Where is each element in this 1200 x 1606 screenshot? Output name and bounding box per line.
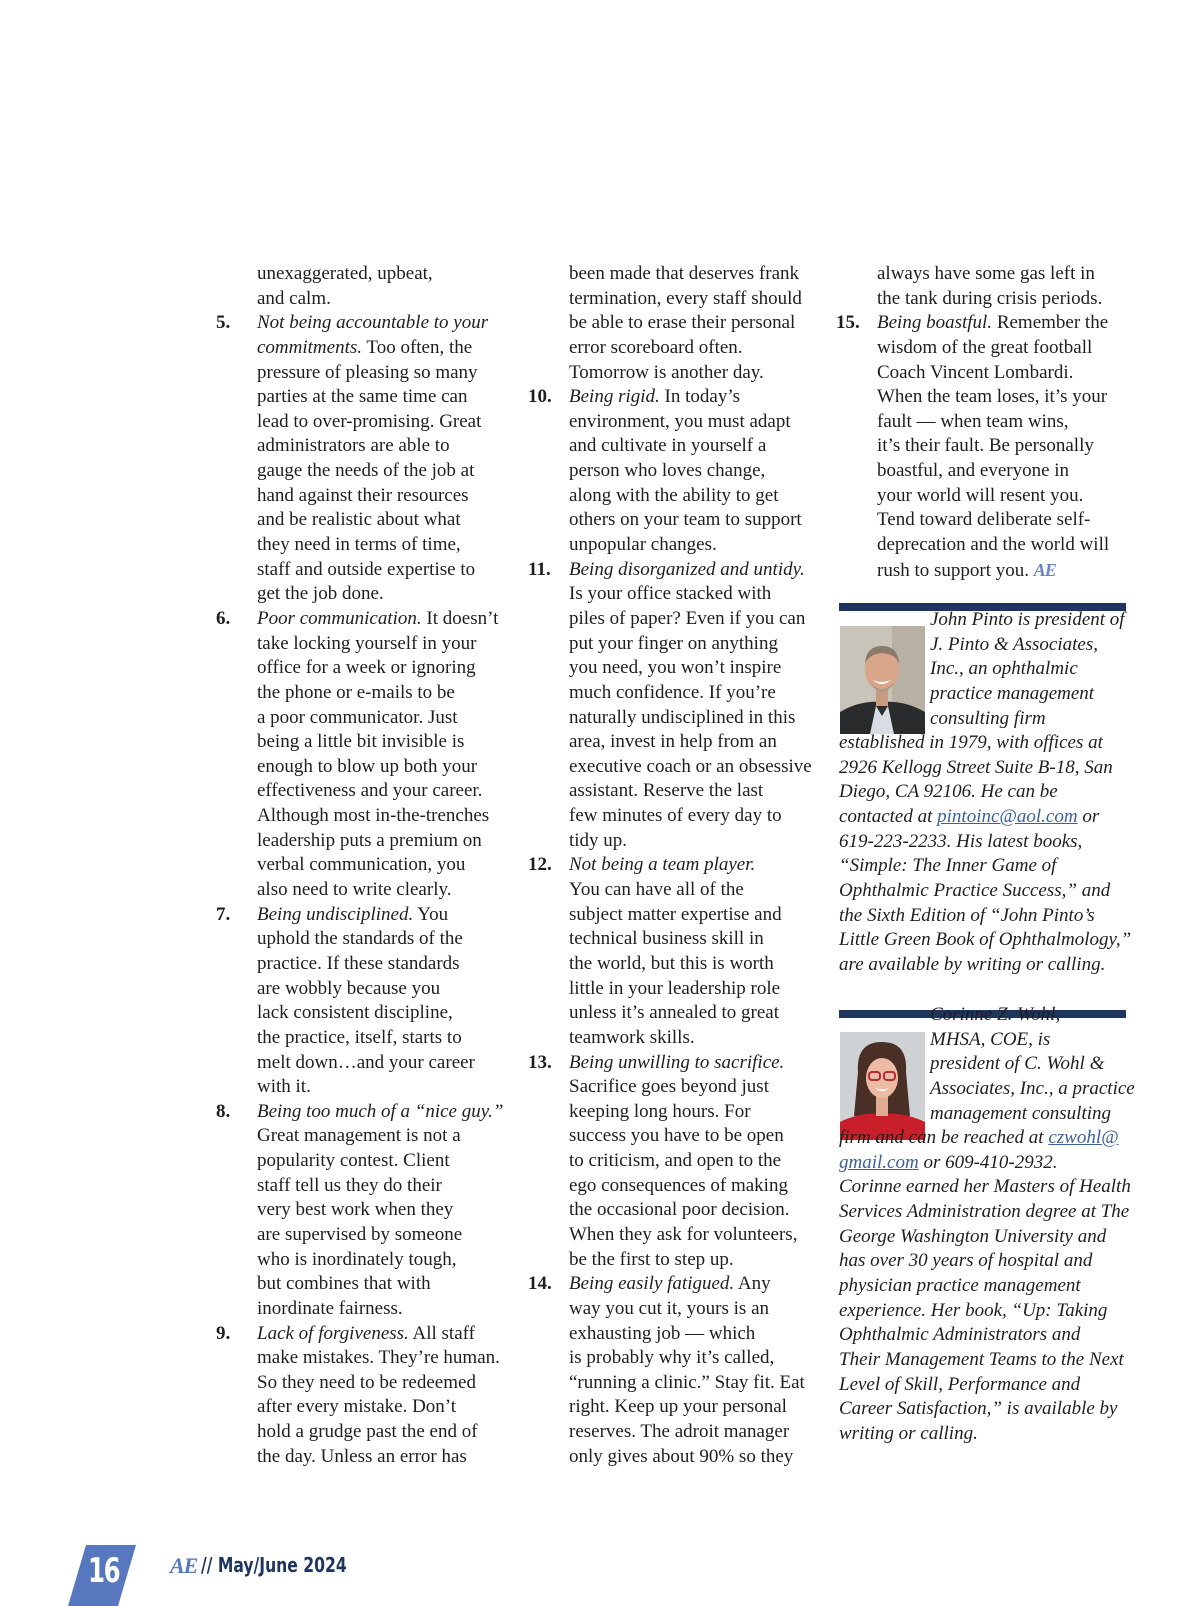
text-line: verbal communication, you [257,854,466,876]
text-line: piles of paper? Even if you can [569,607,806,629]
text-line: Tomorrow is another day. [569,361,764,383]
text-line: way you cut it, yours is an [569,1297,770,1319]
bio-line: George Washington University and [839,1225,1107,1247]
text-line: after every mistake. Don’t [257,1396,457,1418]
text-line: lead to over-promising. Great [257,410,482,432]
text-line: unless it’s annealed to great [569,1002,779,1024]
text-line: technical business skill in [569,928,764,950]
bio-text: or 609-410-2932. [918,1151,1058,1173]
author-bio-corinne-wohl [839,1003,1139,1447]
text-line: It doesn’t [421,607,499,629]
text-line: When they ask for volunteers, [569,1223,798,1245]
bio-text: firm and can be reached at [839,1127,1049,1149]
text-line: others on your team to support [569,509,802,531]
text-line: they need in terms of time, [257,534,461,556]
bio-line: consulting firm [930,707,1046,729]
text-line: hand against their resources [257,484,469,506]
bio-line: president of C. Wohl & [930,1053,1105,1075]
item-title: Lack of forgiveness. [257,1322,409,1344]
text-line: termination, every staff should [569,287,802,309]
text-line: only gives about 90% so they [569,1445,794,1467]
text-line: inordinate fairness. [257,1297,403,1319]
bio-line: 2926 Kellogg Street Suite B-18, San [839,756,1113,778]
text-line: your world will resent you. [877,484,1084,506]
text-line: ego consequences of making [569,1174,788,1196]
item-number: 14. [528,1273,552,1295]
item-title: Being undisciplined. [257,903,414,925]
item-number: 9. [216,1322,231,1344]
bio-line: Inc., an ophthalmic [930,658,1078,680]
bio-line: are available by writing or calling. [839,953,1106,975]
item-title: Being rigid. [569,386,660,408]
text-line: you need, you won’t inspire [569,657,782,679]
email-link-pinto[interactable]: pintoinc@aol.com [937,806,1078,828]
column-3 [836,262,1136,582]
bio-line: MHSA, COE, is [930,1028,1051,1050]
issue-date: // May/June 2024 [201,1553,347,1577]
text-line: is probably why it’s called, [569,1347,775,1369]
item-number: 15. [836,312,860,334]
list-item-10 [528,385,824,557]
text-line: error scoreboard often. [569,336,743,358]
bio-line: Level of Skill, Performance and [839,1373,1081,1395]
text-line: Remember the [992,312,1109,334]
item-title: Not being a team player. [569,854,756,876]
text-line: Great management is not a [257,1125,461,1147]
bio-line: Corinne earned her Masters of Health [839,1176,1131,1198]
text-line: and be realistic about what [257,509,461,531]
text-line: who is inordinately tough, [257,1248,457,1270]
text-line: enough to blow up both your [257,755,478,777]
text-line: unpopular changes. [569,534,717,556]
bio-line: Career Satisfaction,” is available by [839,1398,1118,1420]
text-line: Sacrifice goes beyond just [569,1076,769,1098]
column-1 [216,262,506,1469]
text-line: In today’s [659,386,740,408]
text-line: lack consistent discipline, [257,1002,453,1024]
text-line: being a little bit invisible is [257,731,465,753]
bio-line: physician practice management [839,1275,1081,1297]
text-line: All staff [408,1322,475,1344]
bio-line: Diego, CA 92106. He can be [839,781,1058,803]
text-line: effectiveness and your career. [257,780,483,802]
text-line: staff and outside expertise to [257,558,476,580]
text-line: keeping long hours. For [569,1100,751,1122]
text-line: Too often, the [362,336,473,358]
item-number: 12. [528,854,552,876]
text-line: get the job done. [257,583,384,605]
item-number: 5. [216,312,231,334]
text-line: to criticism, and open to the [569,1150,782,1172]
list-item-14 [528,1272,824,1469]
text-line: Coach Vincent Lombardi. [877,361,1074,383]
column-2 [528,262,824,1469]
text-line: uphold the standards of the [257,928,463,950]
bio-line: Ophthalmic Administrators and [839,1324,1081,1346]
end-mark-logo: AE [1033,559,1056,580]
text-line: with it. [257,1076,311,1098]
magazine-logo: AE [170,1553,198,1578]
bio-line: Ophthalmic Practice Success,” and [839,880,1111,902]
bio-line: established in 1979, with offices at [839,732,1103,754]
text-line: subject matter expertise and [569,903,782,925]
item-number: 8. [216,1100,231,1122]
text-line: the phone or e-mails to be [257,681,455,703]
text-line: pressure of pleasing so many [257,361,478,383]
bio-line: writing or calling. [839,1422,978,1444]
item-title: Poor communication. [257,607,422,629]
bio-line: Services Administration degree at The [839,1201,1130,1223]
text-line: success you have to be open [569,1125,784,1147]
text-line: leadership puts a premium on [257,829,482,851]
list-item-13 [528,1051,824,1273]
email-link-wohl[interactable]: czwohl@ [1048,1127,1119,1149]
item-number: 6. [216,607,231,629]
bio-line: 619-223-2233. His latest books, [839,830,1083,852]
text-line: also need to write clearly. [257,879,452,901]
item-title: Being disorganized and untidy. [569,558,805,580]
bio-line: Corinne Z. Wohl, [930,1004,1061,1025]
text-line: assistant. Reserve the last [569,780,764,802]
item-title: Being easily fatigued. [569,1273,735,1295]
text-line: the practice, itself, starts to [257,1026,462,1048]
bio-line: Associates, Inc., a practice [930,1077,1135,1099]
text-line: are supervised by someone [257,1223,463,1245]
text-line: practice. If these standards [257,952,460,974]
text-line: Any [734,1273,771,1295]
text-line: You [413,903,449,925]
bio-line: practice management [930,682,1095,704]
text-line: little in your leadership role [569,977,781,999]
text-line: Tend toward deliberate self- [877,509,1091,531]
bio-line: management consulting [930,1102,1112,1124]
text-line: are wobbly because you [257,977,441,999]
text-line: put your finger on anything [569,632,778,654]
list-item-9 [216,1322,506,1470]
list-item-11 [528,558,824,854]
text-line: environment, you must adapt [569,410,791,432]
text-line: and cultivate in yourself a [569,435,767,457]
list-item-6 [216,607,506,903]
text-line: person who loves change, [569,460,766,482]
text-line: Is your office stacked with [569,583,772,605]
text-line: along with the ability to get [569,484,779,506]
item-title: Being boastful. [877,312,993,334]
text-line: reserves. The adroit manager [569,1421,790,1443]
item-title: Being too much of a “nice guy.” [257,1100,504,1122]
bio-line: the Sixth Edition of “John Pinto’s [839,904,1095,926]
text-line: melt down…and your career [257,1051,475,1073]
text-line: very best work when they [257,1199,454,1221]
bio-line: has over 30 years of hospital and [839,1250,1093,1272]
text-line: executive coach or an obsessive [569,755,812,777]
text-line: teamwork skills. [569,1026,695,1048]
text-line: office for a week or ignoring [257,657,476,679]
bio-line: John Pinto is president of [930,609,1125,630]
text-line: the world, but this is worth [569,952,774,974]
item-title-cont: commitments. [257,336,363,358]
item-number: 10. [528,386,552,408]
text-line: Although most in-the-trenches [257,805,490,827]
text-line: be able to erase their personal [569,312,796,334]
bio-line: experience. Her book, “Up: Taking [839,1299,1108,1321]
text-line: When the team loses, it’s your [877,386,1108,408]
text-line: been made that deserves frank [569,263,800,284]
text-line: So they need to be redeemed [257,1371,476,1393]
bio-text: contacted at [839,806,938,828]
text-line: rush to support you. [877,559,1034,581]
bio-line: Their Management Teams to the Next [839,1348,1124,1370]
text-line: hold a grudge past the end of [257,1421,478,1443]
text-line: deprecation and the world will [877,534,1110,556]
author-bio-john-pinto [839,608,1139,978]
text-line: the occasional poor decision. [569,1199,790,1221]
item-title: Not being accountable to your [257,312,489,334]
text-line: tidy up. [569,829,628,851]
text-line: much confidence. If you’re [569,681,776,703]
text-line: parties at the same time can [257,386,468,408]
text-line: exhausting job — which [569,1322,756,1344]
text-line: fault — when team wins, [877,410,1069,432]
text-line: gauge the needs of the job at [257,460,475,482]
list-item-15 [836,311,1136,582]
item-number: 13. [528,1051,552,1073]
list-item-5 [216,311,506,607]
text-line: but combines that with [257,1273,431,1295]
bio-line: Little Green Book of Ophthalmology,” [839,929,1132,951]
text-line: popularity contest. Client [257,1150,450,1172]
item-title: Being unwilling to sacrifice. [569,1051,785,1073]
text-line: naturally undisciplined in this [569,706,796,728]
text-line: unexaggerated, upbeat, [257,263,433,284]
text-line: You can have all of the [569,879,744,901]
text-line: “running a clinic.” Stay fit. Eat [569,1371,805,1393]
page-number: 16 [88,1551,120,1591]
text-line: it’s their fault. Be personally [877,435,1094,457]
item-number: 11. [528,558,551,580]
text-line: the tank during crisis periods. [877,287,1103,309]
text-line: area, invest in help from an [569,731,777,753]
list-item-7 [216,903,506,1100]
bio-line: J. Pinto & Associates, [930,633,1098,655]
text-line: make mistakes. They’re human. [257,1347,500,1369]
list-item-12 [528,853,824,1050]
text-line: a poor communicator. Just [257,706,458,728]
text-line: few minutes of every day to [569,805,782,827]
email-link-wohl-cont[interactable]: gmail.com [839,1151,919,1173]
text-line: right. Keep up your personal [569,1396,787,1418]
text-line: staff tell us they do their [257,1174,442,1196]
bio-text: or [1077,806,1100,828]
text-line: administrators are able to [257,435,450,457]
item-number: 7. [216,903,231,925]
text-line: take locking yourself in your [257,632,477,654]
text-line: always have some gas left in [877,263,1095,284]
text-line: boastful, and everyone in [877,460,1070,482]
text-line: be the first to step up. [569,1248,734,1270]
list-item-8 [216,1100,506,1322]
text-line: wisdom of the great football [877,336,1093,358]
text-line: and calm. [257,287,331,309]
bio-line: “Simple: The Inner Game of [839,855,1057,877]
text-line: the day. Unless an error has [257,1445,467,1467]
